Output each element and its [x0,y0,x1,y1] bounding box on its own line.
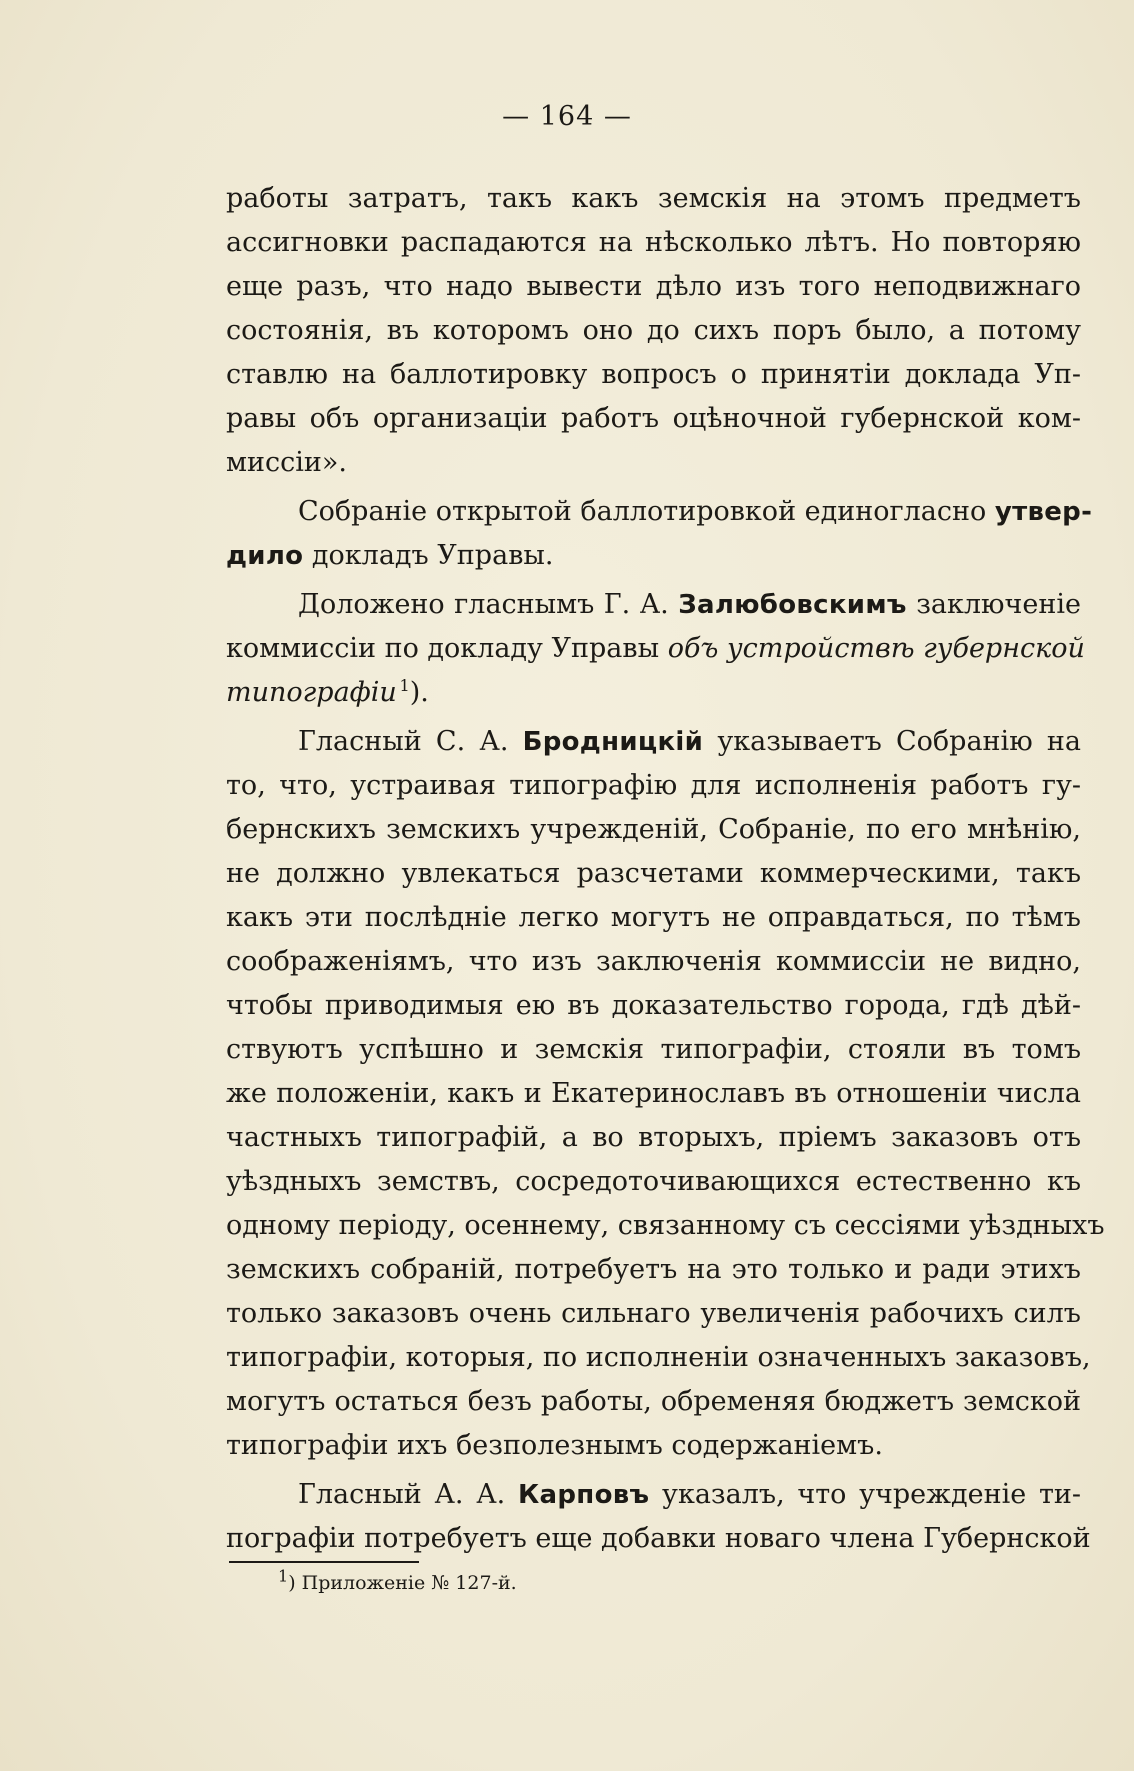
text-line: состоянія, въ которомъ оно до сихъ поръ было, а потому [226,315,1081,346]
footnote-marker: 1 [278,1566,289,1586]
text-line: частныхъ типографій, а во вторыхъ, пріемъ заказовъ отъ [226,1122,1081,1153]
text-line: пографіи потребуетъ еще добавки новаго члена Губернской [226,1523,1091,1554]
text-line: же положеніи, какъ и Екатеринославъ въ отношеніи числа [226,1078,1081,1109]
italic-title: типографіи [226,677,397,708]
bold-phrase: утвер- [994,497,1093,527]
text-line: не должно увлекаться разсчетами коммерческими, такъ [226,858,1081,889]
speaker-name: Бродницкій [522,727,704,757]
text-line: только заказовъ очень сильнаго увеличенія рабочихъ силъ [226,1298,1081,1329]
bold-phrase: дило [226,541,304,571]
speaker-name: Карповъ [518,1480,650,1510]
text-line: земскихъ собраній, потребуетъ на это только и ради этихъ [226,1254,1081,1285]
text-line: бернскихъ земскихъ учрежденій, Собраніе, по его мнѣнію, [226,814,1081,845]
footnote-ref: 1 [399,676,410,695]
text-line: типографіи ихъ безполезнымъ содержаніемъ. [226,1430,883,1461]
footnote [278,1568,517,1598]
footnote-rule [229,1561,419,1563]
text-line: ствуютъ успѣшно и земскія типографіи, стояли въ томъ [226,1034,1081,1065]
text-line: дило докладъ Управы. [226,540,554,571]
paragraph-first-line: Гласный С. А. Бродницкій указываетъ Собранію на [298,726,1081,757]
text-line: типографіи $^1$). [226,676,429,708]
text-line: миссіи». [226,447,347,478]
text-line: могутъ остаться безъ работы, обременяя бюджетъ земской [226,1386,1081,1417]
paragraph-first-line: Собраніе открытой баллотировкой единогласно утвер- [298,496,1093,527]
text-line: уѣздныхъ земствъ, сосредоточивающихся естественно къ [226,1166,1081,1197]
text-line: то, что, устраивая типографію для исполненія работъ гу- [226,770,1081,801]
text-line: типографіи, которыя, по исполненіи означенныхъ заказовъ, [226,1342,1091,1373]
text-line: одному періоду, осеннему, связанному съ сессіями уѣздныхъ [226,1210,1105,1241]
italic-title: объ устройствѣ губернской [667,633,1085,664]
body-text [226,177,1105,1561]
text-line: ассигновки распадаются на нѣсколько лѣтъ. Но повторяю [226,227,1081,258]
page-number: — 164 — [502,101,632,132]
speaker-name: Залюбовскимъ [678,590,907,620]
text-line: еще разъ, что надо вывести дѣло изъ того неподвижнаго [226,271,1081,302]
footnote-text: ) Приложеніе № 127-й. [288,1572,517,1594]
text-line: какъ эти послѣдніе легко могутъ не оправдаться, по тѣмъ [226,902,1081,933]
paragraph-first-line: Доложено гласнымъ Г. А. Залюбовскимъ заключеніе [298,589,1081,620]
text-line: соображеніямъ, что изъ заключенія коммиссіи не видно, [226,946,1081,977]
text-line: чтобы приводимыя ею въ доказательство города, гдѣ дѣй- [226,990,1081,1021]
text-line: равы объ организаціи работъ оцѣночной губернской ком- [226,403,1081,434]
text-line: коммиссіи по докладу Управы объ устройствѣ губернской [226,633,1085,664]
text-line: ставлю на баллотировку вопросъ о принятіи доклада Уп- [226,359,1081,390]
paragraph-first-line: Гласный А. А. Карповъ указалъ, что учрежденіе ти- [298,1479,1081,1510]
text-line: работы затратъ, такъ какъ земскія на этомъ предметъ [226,183,1081,214]
